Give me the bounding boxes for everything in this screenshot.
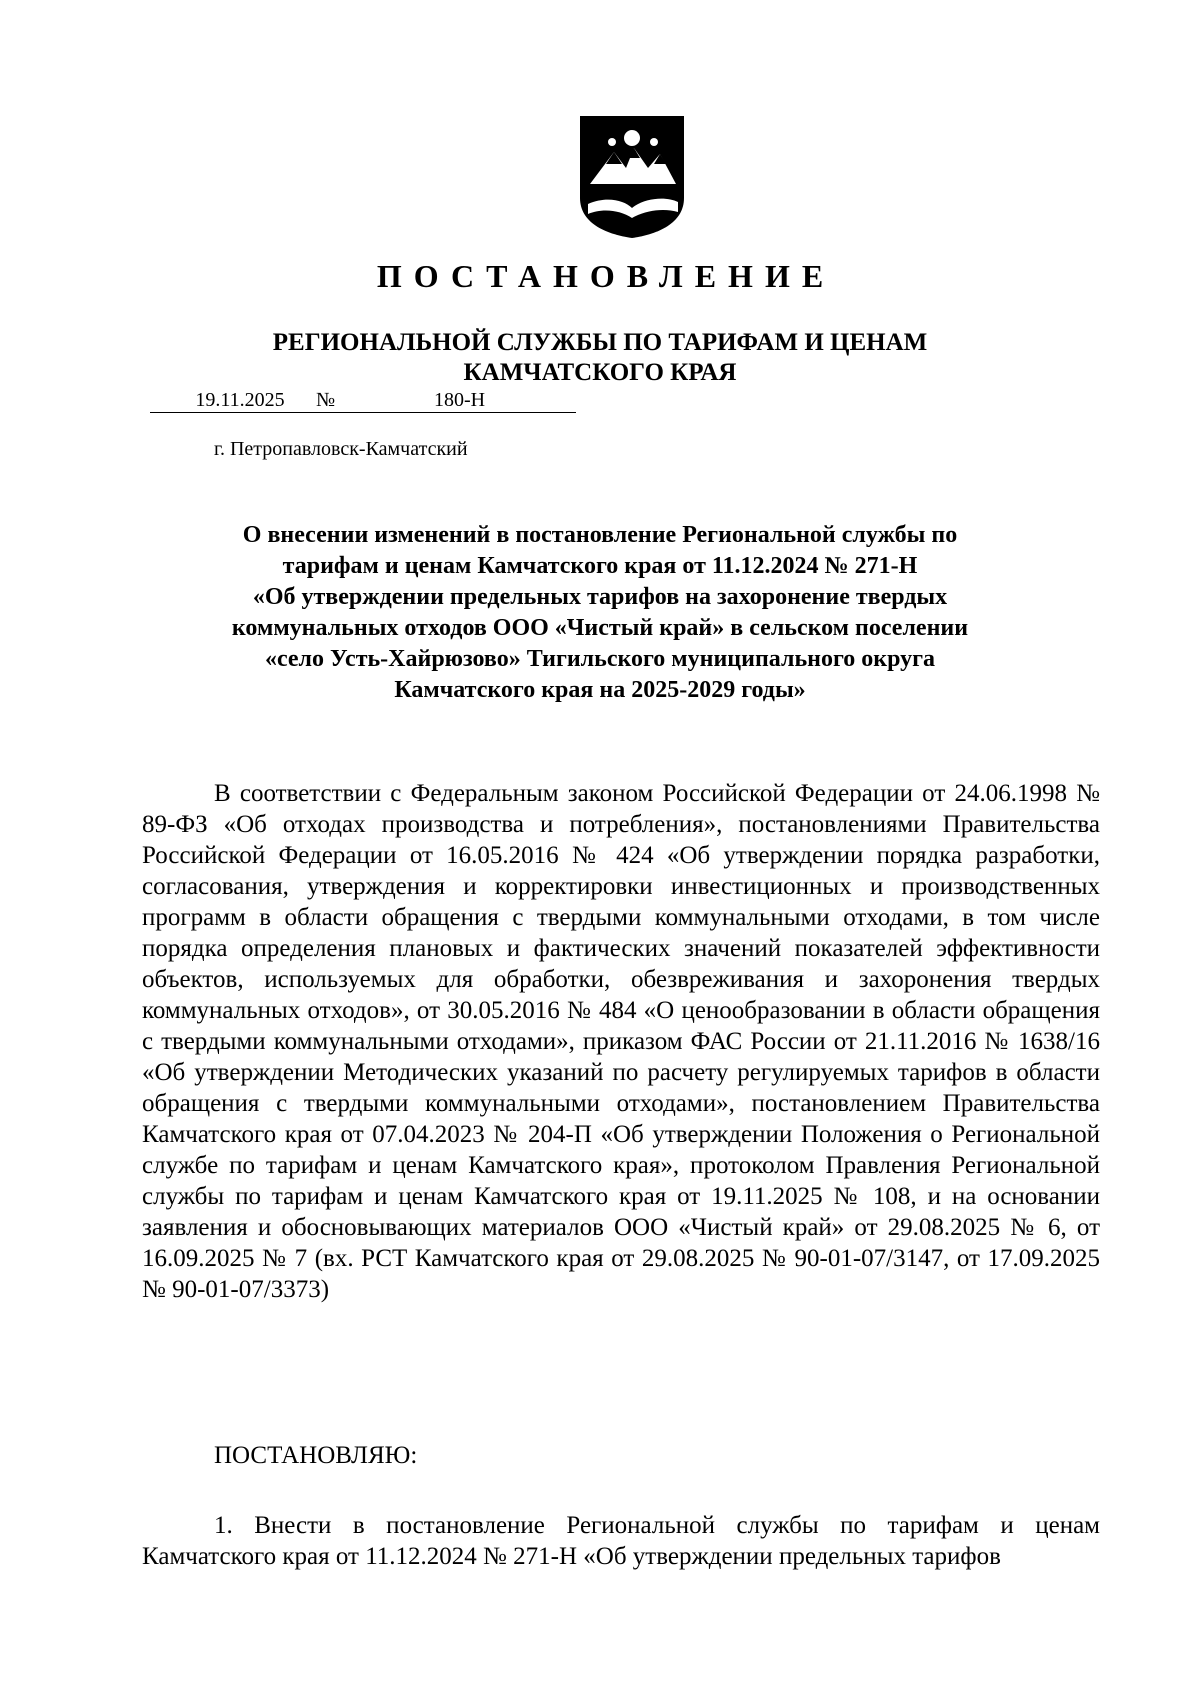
agency-name — [200, 328, 1000, 388]
document-date: 19.11.2025 — [150, 388, 316, 413]
document-number-label: № — [316, 388, 346, 413]
subject-line: Камчатского края на 2025-2029 годы» — [394, 677, 806, 703]
agency-name-line-2: КАМЧАТСКОГО КРАЯ — [463, 359, 737, 386]
subject-line: коммунальных отходов ООО «Чистый край» в сельском поселении — [231, 615, 969, 641]
resolution-item-1: 1. Внести в постановление Региональной службы по тарифам и ценам Камчатского края от 11.12.2024 № 271-Н «Об утверждении предельных тарифов — [142, 1512, 1100, 1570]
document-city: г. Петропавловск-Камчатский — [214, 438, 468, 460]
kamchatka-coat-of-arms-icon — [576, 112, 688, 240]
subject-line: «село Усть-Хайрюзово» Тигильского муниципального округа — [264, 646, 936, 672]
subject-line: тарифам и ценам Камчатского края от 11.12.2024 № 271-Н — [282, 553, 918, 579]
document-number: 180-Н — [346, 388, 576, 413]
agency-name-line-1: РЕГИОНАЛЬНОЙ СЛУЖБЫ ПО ТАРИФАМ И ЦЕНАМ — [272, 329, 928, 356]
document-subject — [160, 520, 1040, 706]
preamble-paragraph: В соответствии с Федеральным законом Российской Федерации от 24.06.1998 № 89-ФЗ «Об отходах производства и потребления», постановлениями Правительства Российской Федерации от 16.05.2016 № 424 «Об утверждении порядка разработки, согласования, утверждения и корректировки инвестиционных и производственных программ в области обращения с твердыми коммунальными отходами, в том числе порядка определения плановых и фактических значений показателей эффективности объектов, используемых для обработки, обезвреживания и захоронения твердых коммунальных отходов», от 30.05.2016 № 484 «О ценообразовании в области обращения с твердыми коммунальными отходами», приказом ФАС России от 21.11.2016 № 1638/16 «Об утверждении Методических указаний по расчету регулируемых тарифов в области обращения с твердыми коммунальными отходами», постановлением Правительства Камчатского края от 07.04.2023 № 204-П «Об утверждении Положения о Региональной службе по тарифам и ценам Камчатского края», протоколом Правления Региональной службы по тарифам и ценам Камчатского края от 19.11.2025 № 108, и на основании заявления и обосновывающих материалов ООО «Чистый край» от 29.08.2025 № 6, от 16.09.2025 № 7 (вх. РСТ Камчатского края от 29.08.2025 № 90-01-07/3147, от 17.09.2025 № 90-01-07/3373) — [142, 780, 1100, 1303]
document-type-title: ПОСТАНОВЛЕНИЕ — [376, 258, 836, 294]
resolve-heading: ПОСТАНОВЛЯЮ: — [214, 1442, 418, 1469]
subject-line: О внесении изменений в постановление Региональной службы по — [242, 522, 958, 548]
subject-line: «Об утверждении предельных тарифов на захоронение твердых — [252, 584, 948, 610]
